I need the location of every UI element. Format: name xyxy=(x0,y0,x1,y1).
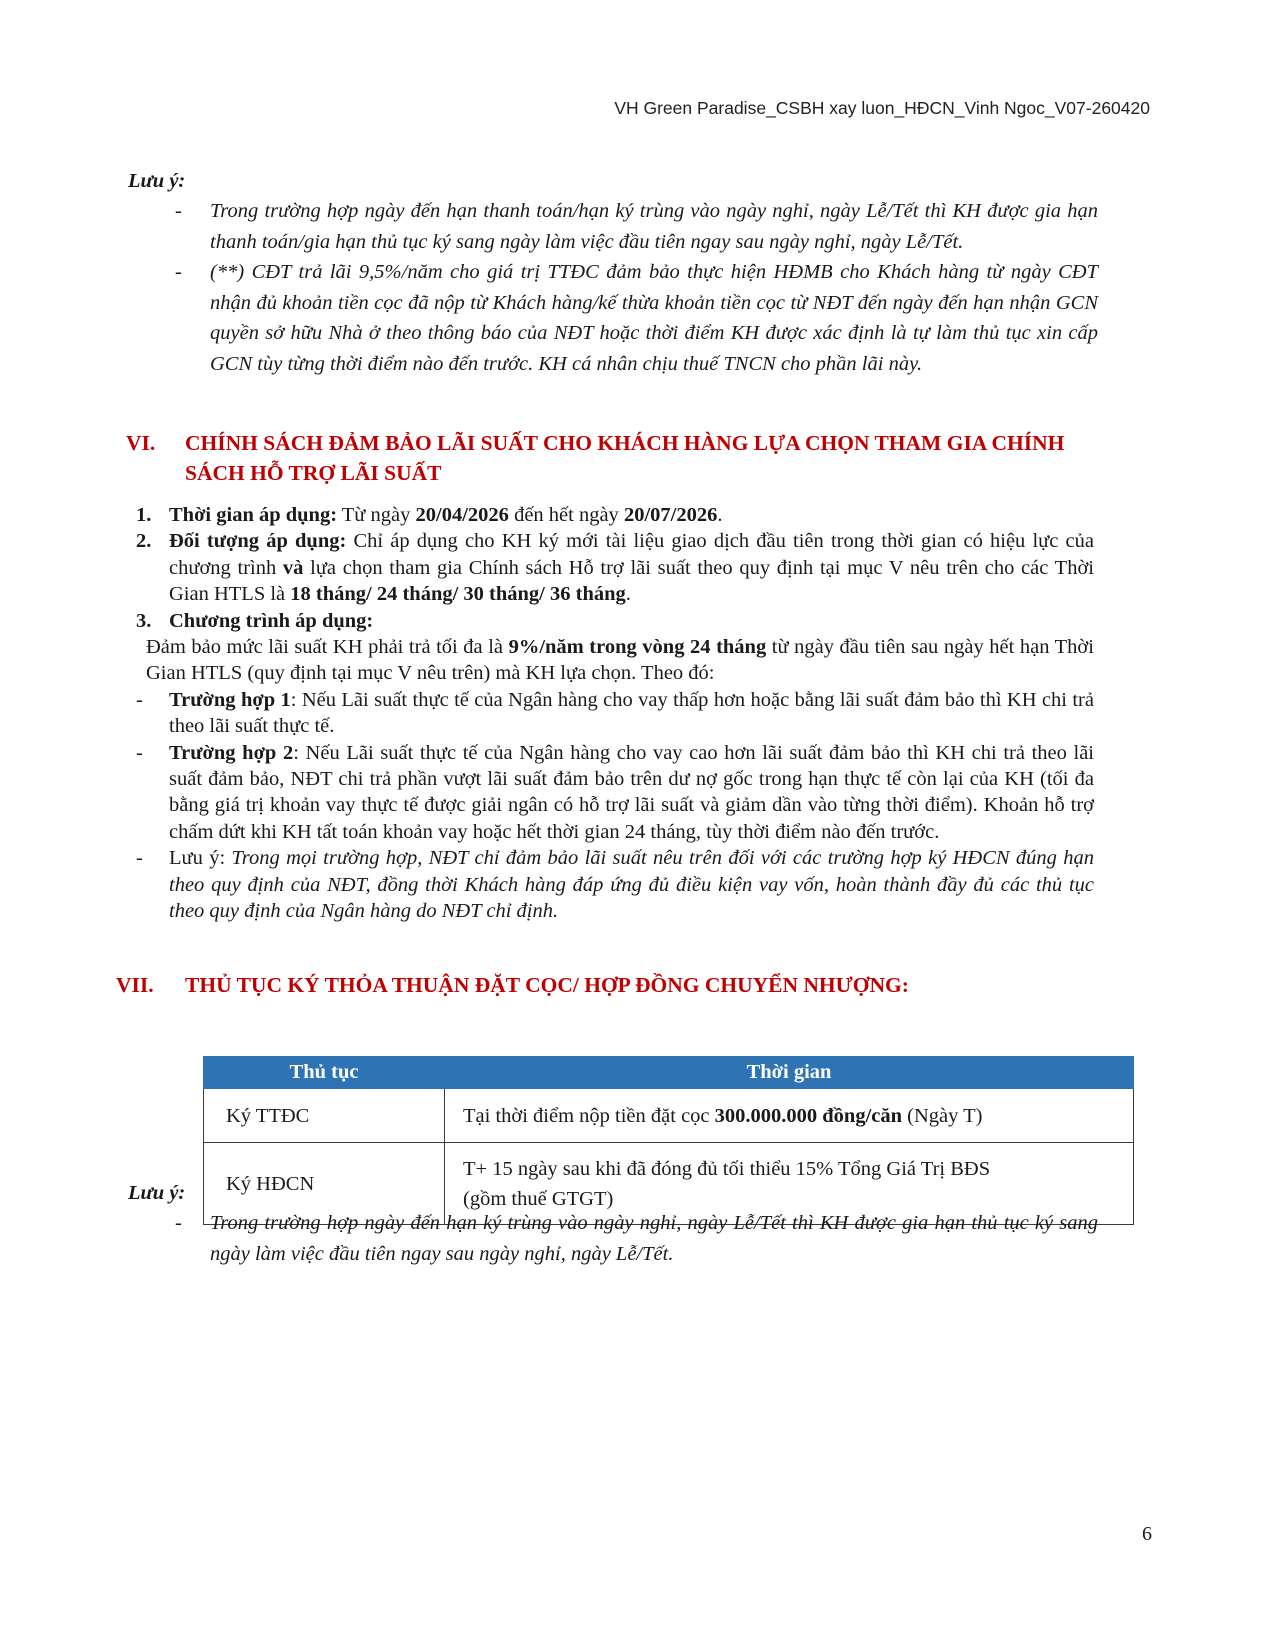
note-block-2 xyxy=(128,1178,1098,1269)
item-label: Chương trình áp dụng: xyxy=(169,609,374,632)
page-number: 6 xyxy=(1142,1523,1152,1545)
case-text: : Nếu Lãi suất thực tế của Ngân hàng cho vay cao hơn lãi suất đảm bảo thì KH chi trả theo lãi suất đảm bảo, NĐT chi trả phần vượt lãi suất đảm bảo trên dư nợ gốc trong hạn thực tế còn lại của KH (tối đa bằng giá trị khoản vay thực tế được giải ngân có hỗ trợ lãi suất và giảm dần vào từng thời điểm). Khoản hỗ trợ chấm dứt khi KH tất toán khoản vay hoặc hết thời gian 24 tháng, tùy thời điểm nào đến trước. xyxy=(169,741,1094,843)
section-number: VII. xyxy=(116,973,154,997)
item-label: Thời gian áp dụng: xyxy=(169,504,338,526)
guaranteed-rate: 9%/năm trong vòng 24 tháng xyxy=(508,636,767,659)
program-intro xyxy=(136,634,1094,687)
list-item-time xyxy=(136,502,1094,528)
note-item xyxy=(128,196,1098,257)
note-item xyxy=(128,1208,1098,1269)
cell-text: Tại thời điểm nộp tiền đặt cọc xyxy=(463,1104,715,1127)
section-6-note xyxy=(136,845,1094,924)
list-number: 1. xyxy=(136,504,152,526)
punct: . xyxy=(625,583,631,606)
note-block-1 xyxy=(128,166,1098,380)
dash-bullet: - xyxy=(136,847,143,870)
htls-terms: 18 tháng/ 24 tháng/ 30 tháng/ 36 tháng xyxy=(290,583,626,606)
cell-text: T+ 15 ngày sau khi đã đóng đủ tối thiểu 15% Tổng Giá Trị BĐS xyxy=(463,1157,991,1180)
section-6-body xyxy=(136,502,1094,925)
table-cell-procedure: Ký TTĐC xyxy=(204,1089,445,1143)
table-cell-procedure: Ký HĐCN xyxy=(204,1143,445,1225)
note-item-text: (**) CĐT trả lãi 9,5%/năm cho giá trị TTĐC đảm bảo thực hiện HĐMB cho Khách hàng từ ngày CĐT nhận đủ khoản tiền cọc đã nộp từ Khách hàng/kế thừa khoản tiền cọc từ NĐT đến ngày đến hạn nhận GCN quyền sở hữu Nhà ở theo thông báo của NĐT hoặc thời điểm KH được xác định là tự làm thủ tục xin cấp GCN tùy từng thời điểm nào đến trước. KH cá nhân chịu thuế TNCN cho phần lãi này. xyxy=(210,261,1098,375)
dash-bullet: - xyxy=(175,1212,182,1234)
start-date: 20/04/2026 xyxy=(415,504,509,526)
item-label: Đối tượng áp dụng: xyxy=(169,530,347,553)
table-cell-time xyxy=(445,1089,1134,1143)
case-2 xyxy=(136,740,1094,846)
list-item-target xyxy=(136,528,1094,607)
document-header: VH Green Paradise_CSBH xay luon_HĐCN_Vinh Ngoc_V07-260420 xyxy=(614,98,1150,118)
case-label: Trường hợp 1 xyxy=(169,688,291,711)
cell-text: (gồm thuế GTGT) xyxy=(463,1187,614,1210)
item-text: lựa chọn tham gia Chính sách Hỗ trợ lãi suất theo quy định tại mục V nêu trên cho các Thời Gian HTLS là xyxy=(169,556,1094,606)
dash-bullet: - xyxy=(136,688,143,711)
column-header: Thời gian xyxy=(445,1057,1134,1089)
list-number: 2. xyxy=(136,530,152,553)
intro-text: Đảm bảo mức lãi suất KH phải trả tối đa là xyxy=(146,636,509,659)
section-title-line2: SÁCH HỖ TRỢ LÃI SUẤT xyxy=(185,461,442,485)
dash-bullet: - xyxy=(175,200,182,222)
section-number: VI. xyxy=(126,431,156,455)
item-text: Từ ngày xyxy=(337,504,416,526)
table-header-row xyxy=(204,1057,1134,1089)
table-row xyxy=(204,1089,1134,1143)
note-label: Lưu ý: xyxy=(128,1182,186,1204)
section-6-heading xyxy=(126,428,1106,490)
note-item-text: Trong trường hợp ngày đến hạn thanh toán/hạn ký trùng vào ngày nghỉ, ngày Lễ/Tết thì KH được gia hạn thanh toán/gia hạn thủ tục ký sang ngày làm việc đầu tiên ngay sau ngày nghỉ, ngày Lễ/Tết. xyxy=(210,200,1098,253)
case-label: Trường hợp 2 xyxy=(169,741,294,764)
list-item-program xyxy=(136,608,1094,634)
note-item xyxy=(128,257,1098,379)
section-title-line1: CHÍNH SÁCH ĐẢM BẢO LÃI SUẤT CHO KHÁCH HÀNG LỰA CHỌN THAM GIA CHÍNH xyxy=(185,431,1065,455)
section-7-heading xyxy=(116,970,1106,1001)
list-number: 3. xyxy=(136,609,152,632)
item-text: đến hết ngày xyxy=(508,504,624,526)
note-text: Trong mọi trường hợp, NĐT chỉ đảm bảo lãi suất nêu trên đối với các trường hợp ký HĐCN đúng hạn theo quy định của NĐT, đồng thời Khách hàng đáp ứng đủ điều kiện vay vốn, hoàn thành đầy đủ các thủ tục theo quy định của Ngân hàng do NĐT chỉ định. xyxy=(169,847,1094,923)
case-text: : Nếu Lãi suất thực tế của Ngân hàng cho vay thấp hơn hoặc bằng lãi suất đảm bảo thì KH chi trả theo lãi suất thực tế. xyxy=(169,688,1094,738)
deposit-amount: 300.000.000 đồng/căn xyxy=(714,1104,903,1127)
column-header: Thủ tục xyxy=(204,1057,445,1089)
punct: . xyxy=(717,504,723,526)
cell-text: (Ngày T) xyxy=(902,1104,983,1127)
end-date: 20/07/2026 xyxy=(623,504,718,526)
note-label-inline: Lưu ý: xyxy=(169,847,232,870)
intro-text: từ ngày đầu tiên sau ngày hết hạn Thời Gian HTLS (quy định tại mục V nêu trên) mà KH lựa chọn. Theo đó: xyxy=(146,636,1094,685)
item-text-bold: và xyxy=(282,556,304,579)
section-title: THỦ TỤC KÝ THỎA THUẬN ĐẶT CỌC/ HỢP ĐỒNG CHUYỂN NHƯỢNG: xyxy=(185,973,909,997)
note-item-text: Trong trường hợp ngày đến hạn ký trùng vào ngày nghỉ, ngày Lễ/Tết thì KH được gia hạn thủ tục ký sang ngày làm việc đầu tiên ngay sau ngày nghỉ, ngày Lễ/Tết. xyxy=(210,1212,1098,1265)
case-1 xyxy=(136,687,1094,740)
dash-bullet: - xyxy=(136,741,143,764)
item-text: Chỉ áp dụng cho KH ký mới tài liệu giao dịch đầu tiên trong thời gian có hiệu lực của chương trình xyxy=(169,530,1094,579)
dash-bullet: - xyxy=(175,261,182,284)
note-label: Lưu ý: xyxy=(128,170,186,192)
